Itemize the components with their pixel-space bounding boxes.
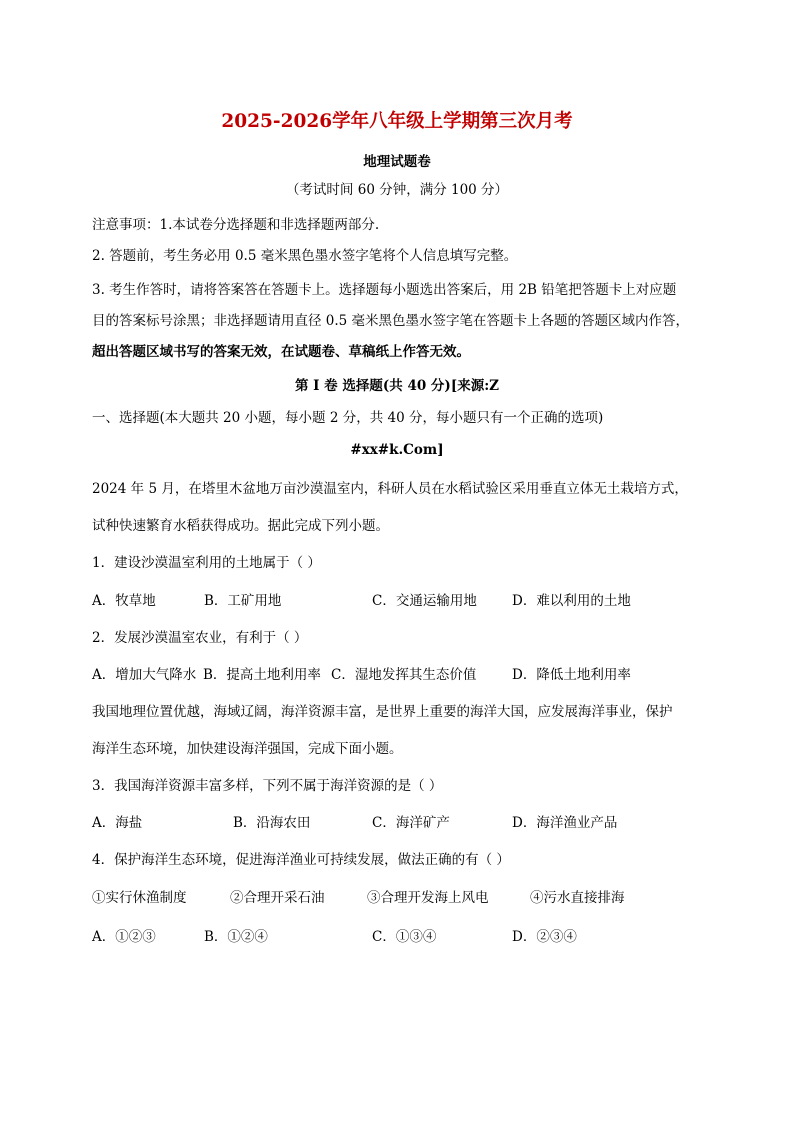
question-3-option-d: D．海洋渔业产品 xyxy=(512,815,618,831)
notes-line-2: 2. 答题前，考生务必用 0.5 毫米黑色墨水签字笔将个人信息填写完整。 xyxy=(92,248,518,264)
notes-line-5: 超出答题区域书写的答案无效，在试题卷、草稿纸上作答无效。 xyxy=(92,344,470,360)
question-4-option-a: A．①②③ xyxy=(92,929,156,945)
question-2-option-a: A．增加大气降水 xyxy=(92,667,197,683)
question-3-option-b: B．沿海农田 xyxy=(233,815,311,831)
passage-1-line-1: 2024 年 5 月，在塔里木盆地万亩沙漠温室内，科研人员在水稻试验区采用垂直立体无土栽培方式， xyxy=(92,481,688,497)
exam-time-info: （考试时间 60 分钟，满分 100 分） xyxy=(285,182,509,198)
question-2-option-d: D．降低土地利用率 xyxy=(512,667,631,683)
question-4-option-c: C．①③④ xyxy=(372,929,437,945)
question-2-option-c: C．湿地发挥其生态价值 xyxy=(331,667,477,683)
question-4-item-4: ④污水直接排海 xyxy=(530,890,625,906)
question-2-stem: 2．发展沙漠温室农业，有利于（ ） xyxy=(92,630,308,646)
question-4-item-2: ②合理开采石油 xyxy=(230,890,325,906)
question-3-option-c: C．海洋矿产 xyxy=(372,815,450,831)
question-1-option-c: C．交通运输用地 xyxy=(372,593,477,609)
passage-2-line-1: 我国地理位置优越，海域辽阔，海洋资源丰富，是世界上重要的海洋大国，应发展海洋事业，保护 xyxy=(92,704,673,720)
question-2-option-b: B．提高土地利用率 xyxy=(203,667,321,683)
exam-subject: 地理试题卷 xyxy=(363,154,431,170)
question-1-option-b: B．工矿用地 xyxy=(204,593,282,609)
question-1-option-d: D．难以利用的土地 xyxy=(512,593,631,609)
section-watermark: #xx#k.Com] xyxy=(350,442,444,458)
question-4-option-d: D．②③④ xyxy=(512,929,577,945)
exam-title: 2025-2026学年八年级上学期第三次月考 xyxy=(221,111,573,132)
notes-line-3: 3. 考生作答时，请将答案答在答题卡上。选择题每小题选出答案后，用 2B 铅笔把答题卡上对应题 xyxy=(92,282,677,298)
question-4-item-1: ①实行休渔制度 xyxy=(92,890,187,906)
question-4-option-b: B．①②④ xyxy=(204,929,268,945)
question-3-stem: 3．我国海洋资源丰富多样，下列不属于海洋资源的是（ ） xyxy=(92,778,443,794)
question-4-item-3: ③合理开发海上风电 xyxy=(367,890,489,906)
question-4-stem: 4．保护海洋生态环境，促进海洋渔业可持续发展，做法正确的有（ ） xyxy=(92,852,510,868)
notes-line-1: 注意事项：1.本试卷分选择题和非选择题两部分. xyxy=(92,217,380,233)
notes-line-4: 目的答案标号涂黑；非选择题请用直径 0.5 毫米黑色墨水签字笔在答题卡上各题的答题区域内作答， xyxy=(92,313,690,329)
passage-2-line-2: 海洋生态环境，加快建设海洋强国，完成下面小题。 xyxy=(92,741,403,757)
passage-1-line-2: 试种快速繁育水稻获得成功。据此完成下列小题。 xyxy=(92,518,389,534)
question-1-option-a: A．牧草地 xyxy=(92,593,156,609)
question-3-option-a: A．海盐 xyxy=(92,815,143,831)
section-instructions: 一、选择题(本大题共 20 小题，每小题 2 分，共 40 分，每小题只有一个正确的选项) xyxy=(92,410,604,426)
section-title: 第 I 卷 选择题(共 40 分)[来源:Z xyxy=(294,378,500,394)
question-1-stem: 1．建设沙漠温室利用的土地属于（ ） xyxy=(92,555,321,571)
